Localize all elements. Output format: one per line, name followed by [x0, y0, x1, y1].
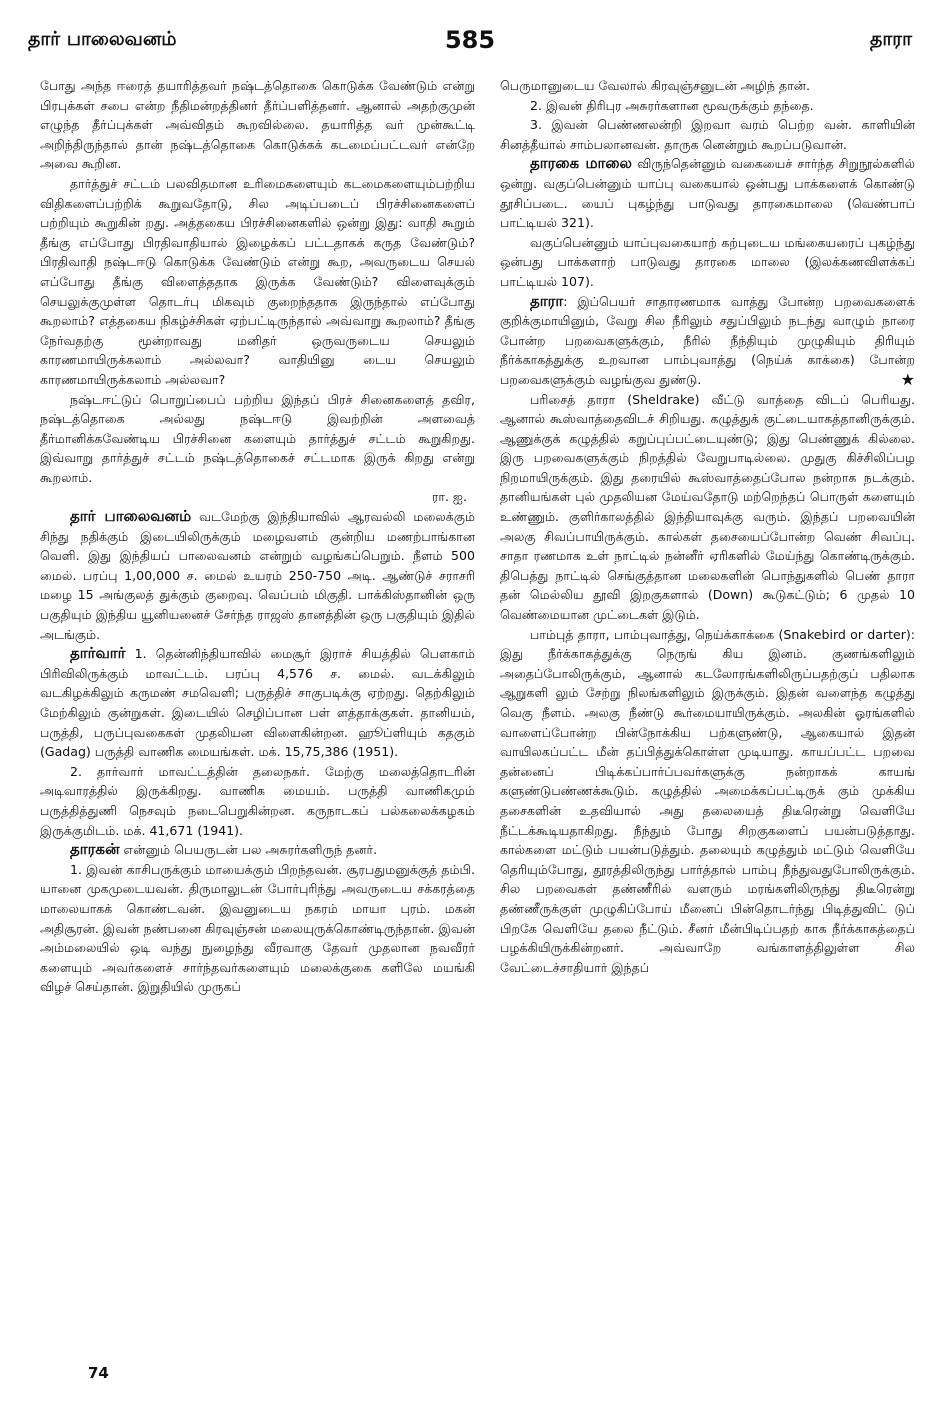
- entry-paragraph: தாரகை மாலை விருந்தென்னும் வகையைச் சார்ந்த சிறுநூல்களில் ஒன்று. வகுப்பென்னும் யாப்பு வகையால் ஒன்பது பாக்களைக் கொண்டு தூசிப்படை. யைப் புகழ்ந்து பாடுவது தாரகைமாலை (வெண்பாப் பாட்டியல் 321).: [500, 154, 915, 231]
- headword: தார்வார்: [70, 644, 126, 663]
- right-column: [500, 76, 915, 1356]
- paragraph: பெருமானுடைய வேலால் கிரவுஞ்சனுடன் அழிந் தான்.: [500, 78, 810, 93]
- page-number: 585: [444, 26, 496, 54]
- entry-paragraph: தாரகன் என்னும் பெயருடன் பல அசுரர்களிருந் தனர்.: [70, 840, 378, 859]
- paragraph: போது அந்த ஈரைத் தயாரித்தவர் நஷ்டத்தொகை கொடுக்க வேண்டும் என்று பிரபுக்கள் சபை என்ற நீதிமன்றத்தினர் தீர்ப்பளித்தனர். ஆனால் அதற்குமுன் எழுந்த தீர்ப்புக்கள் அவ்விதம் கூறவில்லை. தயாரித்த வர் முன்கூட்டி அறிந்திருந்தால் தான் நஷ்டத்தொகை கொடுக்கக் கடமைப்பட்டவர் என்றே அவை கூறின.: [40, 78, 475, 172]
- running-head-right: தாரா: [869, 28, 912, 50]
- paragraph: நஷ்டஈட்டுப் பொறுப்பைப் பற்றிய இந்தப் பிரச் சினைகளைத் தவிர, நஷ்டத்தொகை அல்லது நஷ்டஈடு இவற்றின் அளவைத் தீர்மானிக்கவேண்டிய பிரச்சினை களையும் தார்த்துச் சட்டம் கூறுகிறது. இவ்வாறு தார்த்துச் சட்டம் நஷ்டத்தொகைச் சட்டமாக இருக் கிறது என்று கூறலாம். ரா. ஐ.: [40, 390, 475, 508]
- paragraph: 1. இவன் காசிபருக்கும் மாயைக்கும் பிறந்தவன். சூரபதுமனுக்குத் தம்பி. யானை முகமுடையவன். திருமாலுடன் போர்புரிந்து அவருடைய சக்கரத்தை மாலையாகக் கொண்டவன். இவனுடைய நகரம் மாயா புரம். மகன் அதிசூரன். இவன் நண்பனை கிரவுஞ்சன் மலையுருக்கொண்டிருந்தான். இவன் அம்மலையில் ஒடி வந்து நுழைந்து வீரவாகு தேவர் முதலான நவவீரர் களையும் அவர்களைச் சார்ந்தவர்களையும் மலைக்குகை களிலே மயங்கி விழச் செய்தான். இறுதியில் முருகப்: [40, 861, 475, 995]
- signature-mark: 74: [88, 1364, 109, 1382]
- entry-paragraph: தார்வார் 1. தென்னிந்தியாவில் மைசூர் இராச் சியத்தில் பௌகாம் பிரிவிலிருக்கும் மாவட்டம். பரப்பு 4,576 ச. மைல். வடக்கிலும் வடகிழக்கிலும் கருமண் சமவெளி; பருத்திச் சாகுபடிக்கு ஏற்றது. தெற்கிலும் மேற்கிலும் குன்றுகள். இடையில் செழிப்பான பள் ளத்தாக்குகள். தானியம், பருத்தி, பருப்புவகைகள் முதலியன விளைகின்றன. ஹூப்ளியும் கதகும் (Gadag) பருத்தி வாணிக மையங்கள். மக். 15,75,386 (1951).: [40, 644, 475, 760]
- paragraph: வகுப்பென்னும் யாப்புவகையாற் கற்புடைய மங்கையரைப் புகழ்ந்து ஒன்பது பாக்களாற் பாடுவது தாரகை மாலை (இலக்கணவிளக்கப் பாட்டியல் 107).: [500, 234, 915, 289]
- headword: தாரா: [530, 291, 564, 310]
- author-signature: ரா. ஐ.: [431, 489, 467, 505]
- page-header: [28, 26, 912, 60]
- paragraph: பாம்புத் தாரா, பாம்புவாத்து, நெய்க்காக்கை (Snakebird or darter): இது நீர்க்காகத்துக்கு நெருங் கிய இனம். குணங்களிலும் அதைப்போலிருக்கும், ஆனால் கடலோரங்களிலிருப்பதற்குப் பதிலாக ஆறுகளி லும் சேற்று நிலங்களிலும் இருக்கும். இதன் வளைந்த கழுத்து வெகு நீளம். அலகு நீண்டு கூர்மையாயிருக்கும். அலகின் ஓரங்களில் வாளைப்போன்ற பின்நோக்கிய பற்களுண்டு, ஆகையால் இதன் வாயிலகப்பட்ட மீன் தப்பித்துக்கொள்ள முடியாது. காயப்பட்ட பறவை தன்னைப் பிடிக்கப்பார்ப்பவர்களுக்கு நன்றாகக் காயங் களுண்டுபண்ணக்கூடும். கழுத்தில் அமைக்கப்பட்டிருக் கும் முக்கிய தசைகளின் உதவியால் அது தலையைத் திடீரென்று வெளியே நீட்டக்கூடியதாகிறது. நீந்தும் போது சிறகுகளைப் பயன்படுத்தாது. கால்களை மட்டும் பயன்படுத்தும். தலையும் கழுத்தும் மட்டும் வெளியே தெரியும்போது, தூரத்திலிருந்து பார்த்தால் பாம்பு நீந்துவதுபோலிருக்கும். சில பறவைகள் தண்ணீரில் வளரும் மரங்களிலிருந்து திடீரென்று தண்ணீருக்குள் முழுகிப்போய் மீனைப் பின்தொடர்ந்து பிடித்துவிட் டுப் பிறகே வெளியே தலை நீட்டும். சீனர் மீன்பிடிப்பதற் காக நீர்க்காகத்தைப் பழக்கியிருக்கின்றனர். அவ்வாறே வங்காளத்திலுள்ள சில வேட்டைச்சாதியார் இந்தப்: [500, 626, 915, 975]
- entry-paragraph: தார் பாலைவனம் வடமேற்கு இந்தியாவில் ஆரவல்லி மலைக்கும் சிந்து நதிக்கும் இடையிலிருக்கும் மழைவளம் குன்றிய மணற்பாங்கான வெளி. இது இந்தியப் பாலைவனம் என்றும் வழங்கப்பெறும். நீளம் 500 மைல். பரப்பு 1,00,000 ச. மைல் உயரம் 250-750 அடி. ஆண்டுச் சராசரி மழை 15 அங்குலத் துக்கும் குறைவு. வெப்பம் மிகுதி. பாக்கிஸ்தானின் ஒரு பகுதியும் இந்திய யூனியனைச் சேர்ந்த ராஜஸ் தானத்தின் ஒரு பகுதியும் இதில் அடங்கும்.: [40, 507, 475, 642]
- star-icon: ★: [900, 369, 915, 389]
- paragraph: 2. இவன் திரிபுர அசுரர்களான மூவருக்கும் தந்தை.: [530, 97, 814, 113]
- paragraph: 2. தார்வார் மாவட்டத்தின் தலைநகர். மேற்கு மலைத்தொடரின் அடிவாரத்தில் இருக்கிறது. வாணிக மையம். பருத்தி வாணிகமும் பருத்தித்துணி நெசவும் நடைபெறுகின்றன. கருநாடகப் பல்கலைக்கழகம் இருக்குமிடம். மக். 41,671 (1941).: [40, 763, 475, 838]
- headword: தாரகன்: [70, 840, 120, 859]
- left-column: [40, 76, 475, 1356]
- headword: தாரகை மாலை: [530, 154, 633, 173]
- running-head-left: தார் பாலைவனம்: [28, 28, 177, 50]
- paragraph: தார்த்துச் சட்டம் பலவிதமான உரிமைகளையும் கடமைகளையும்பற்றிய விதிகளைப்பற்றிக் கூறுவதோடு, சில அடிப்படைப் பிரச்சினைகளைப் பற்றியும் கூறுகின் றது. அத்தகைய பிரச்சினைகளில் ஒன்று இது: வாதி கூறும் தீங்கு எப்போது பிரதிவாதியால் இழைக்கப் பட்டதாகக் கருத வேண்டும்? பிரதிவாதி நஷ்டஈடு கொடுக்க வேண்டும் என்று கூற, அவருடைய செயல் எப்போது தீங்கு விளைத்ததாக இருக்க வேண்டும்? விளைவுக்கும் செயலுக்குமுள்ள தொடர்பு மிகவும் குறைந்ததாக இருந்தால் எப்போது கூறலாம்? எத்தகைய நிகழ்ச்சிகள் ஏற்பட்டிருந்தால் அவ்வாறு கூறலாம்? தீங்கு நேர்வதற்கு மூன்றாவது மனிதர் ஒருவருடைய செயலும் காரணமாயிருக்கலாம் அல்லவா? வாதியினு டைய செயலும் காரணமாயிருக்கலாம் அல்லவா?: [40, 175, 475, 387]
- paragraph: பரிசைத் தாரா (Sheldrake) வீட்டு வாத்தை விடப் பெரியது. ஆனால் கூஸ்வாத்தைவிடச் சிறியது. கழுத்துக் குட்டையாகத்தானிருக்கும். ஆணுக்குக் கழுத்தில் கறுப்புப்பட்டையுண்டு; இது பெண்ணுக் கில்லை. இரு பறவைகளுக்கும் நிறத்தில் வேறுபாடில்லை. முதுகு கிச்சிலிப்பழ நிறமாயிருக்கும். இது தரையில் கூஸ்வாத்தைப்போல நன்றாக நடக்கும். தானியங்கள் புல் முதலியன மேய்வதோடு மற்றெந்தப் பொருள் களையும் உண்ணும். குளிர்காலத்தில் இந்தியாவுக்கு வரும். இந்தப் பறவையின் அலகு சிவப்பாயிருக்கும். கால்கள் தசையைப்போன்ற வெண் சிவப்பு. சாதா ரணமாக உள் நாட்டில் நன்னீர் ஏரிகளில் மேய்ந்து கொண்டிருக்கும். திபெத்து நாட்டில் செங்குத்தான மலைகளின் பொந்துகளில் பெண் தாரா தன் மெல்லிய தூவி இறகுகளால் (Down) கூடுகட்டும்; 6 முதல் 10 வெண்மையான முட்டைகள் இடும்.: [500, 391, 915, 623]
- entry-paragraph: தாரா: இப்பெயர் சாதாரணமாக வாத்து போன்ற பறவைகளைக் குறிக்குமாயினும், வேறு சில நீரிலும் சதுப்பிலும் நடந்து வாழும் நாரை போன்ற பறவைகளுக்கும், நீரில் நீந்தியும் முழுகியும் திரியும் நீர்க்காகத்துக்கு உறவான பாம்புவாத்து (நெய்க் காக்கை) போன்ற பறவைகளுக்கும் வழங்குவ துண்டு. ★: [500, 291, 915, 389]
- headword: தார் பாலைவனம்: [70, 507, 192, 526]
- paragraph: 3. இவன் பெண்ணலன்றி இறவா வரம் பெற்ற வன். காளியின் சினத்தீயால் சாம்பலானவன். தாருக னென்றும் கூறப்படுவான்.: [500, 117, 915, 152]
